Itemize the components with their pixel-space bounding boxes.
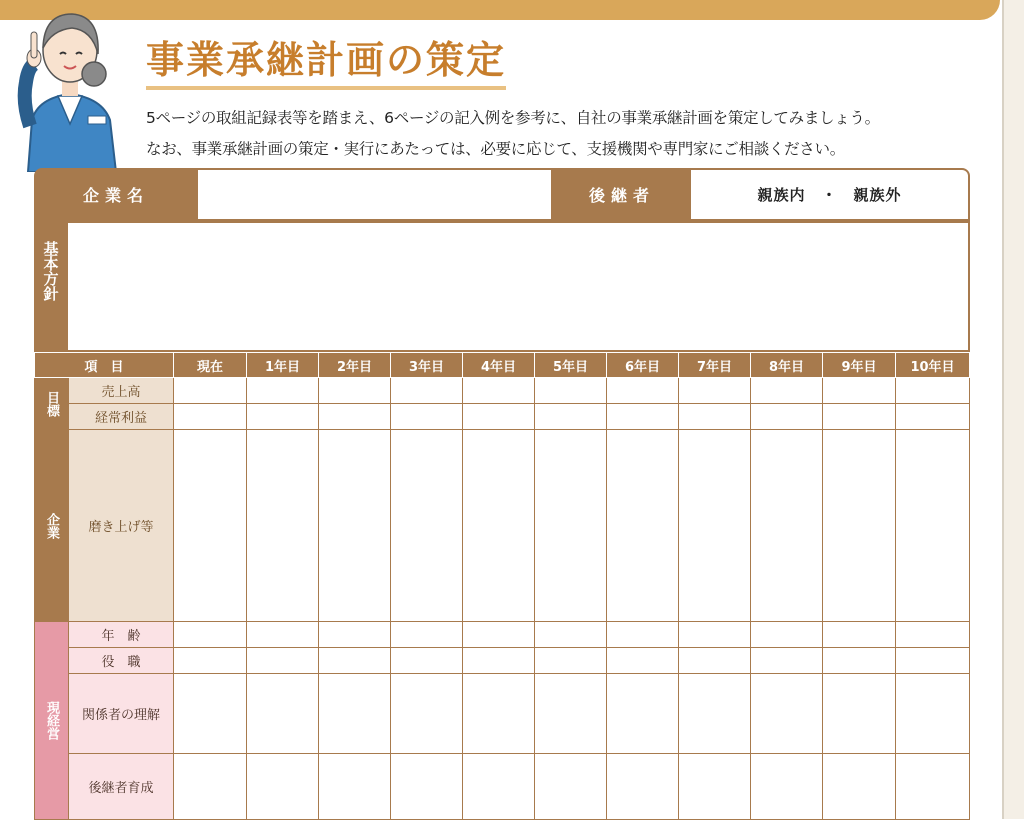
current-management-section-label: 現経営 [35, 622, 69, 820]
input-cell[interactable] [174, 404, 247, 430]
input-cell[interactable] [679, 622, 751, 648]
table-row [35, 648, 970, 674]
year-header: 8年目 [751, 353, 823, 378]
input-cell[interactable] [319, 378, 391, 404]
input-cell[interactable] [174, 674, 247, 754]
input-cell[interactable] [896, 622, 970, 648]
row-label-sales: 売上高 [69, 378, 174, 404]
consultant-illustration [8, 2, 138, 172]
input-cell[interactable] [174, 648, 247, 674]
row-label-ordinary-profit: 経常利益 [69, 404, 174, 430]
input-cell[interactable] [174, 622, 247, 648]
page-title: 事業承継計画の策定 [146, 36, 506, 90]
input-cell[interactable] [679, 430, 751, 622]
input-cell[interactable] [319, 404, 391, 430]
year-header: 3年目 [391, 353, 463, 378]
year-header: 7年目 [679, 353, 751, 378]
input-cell[interactable] [679, 674, 751, 754]
input-cell[interactable] [463, 404, 535, 430]
year-header: 現在 [174, 353, 247, 378]
input-cell[interactable] [896, 430, 970, 622]
right-scrollbar[interactable] [1002, 0, 1024, 819]
input-cell[interactable] [391, 430, 463, 622]
row-label-polishing: 磨き上げ等 [69, 430, 174, 622]
input-cell[interactable] [319, 648, 391, 674]
table-row [35, 622, 970, 648]
input-cell[interactable] [823, 378, 896, 404]
row-label-stakeholder-understanding: 関係者の理解 [69, 674, 174, 754]
input-cell[interactable] [896, 378, 970, 404]
input-cell[interactable] [751, 378, 823, 404]
input-cell[interactable] [247, 754, 319, 820]
input-cell[interactable] [535, 378, 607, 404]
year-header: 5年目 [535, 353, 607, 378]
input-cell[interactable] [463, 648, 535, 674]
input-cell[interactable] [391, 622, 463, 648]
input-cell[interactable] [535, 404, 607, 430]
input-cell[interactable] [463, 430, 535, 622]
row-label-age: 年 齢 [69, 622, 174, 648]
plan-table [34, 352, 970, 820]
input-cell[interactable] [247, 430, 319, 622]
input-cell[interactable] [247, 404, 319, 430]
input-cell[interactable] [319, 674, 391, 754]
input-cell[interactable] [823, 754, 896, 820]
input-cell[interactable] [823, 674, 896, 754]
year-header: 2年目 [319, 353, 391, 378]
input-cell[interactable] [607, 674, 679, 754]
input-cell[interactable] [607, 622, 679, 648]
input-cell[interactable] [535, 622, 607, 648]
input-cell[interactable] [391, 378, 463, 404]
input-cell[interactable] [751, 622, 823, 648]
intro-line-1: 5ページの取組記録表等を踏まえ、6ページの記入例を参考に、自社の事業承継計画を策定してみましょう。 [146, 109, 880, 127]
input-cell[interactable] [896, 648, 970, 674]
top-decorative-band [0, 0, 1000, 20]
input-cell[interactable] [679, 648, 751, 674]
input-cell[interactable] [319, 622, 391, 648]
input-cell[interactable] [463, 378, 535, 404]
input-cell[interactable] [607, 378, 679, 404]
input-cell[interactable] [535, 430, 607, 622]
table-row [35, 674, 970, 754]
input-cell[interactable] [247, 378, 319, 404]
input-cell[interactable] [463, 754, 535, 820]
input-cell[interactable] [751, 674, 823, 754]
year-header: 9年目 [823, 353, 896, 378]
input-cell[interactable] [896, 674, 970, 754]
input-cell[interactable] [751, 754, 823, 820]
input-cell[interactable] [535, 754, 607, 820]
row-label-successor-training: 後継者育成 [69, 754, 174, 820]
basic-policy-label: 基本方針 [34, 221, 68, 352]
year-header: 6年目 [607, 353, 679, 378]
input-cell[interactable] [607, 404, 679, 430]
input-cell[interactable] [679, 754, 751, 820]
input-cell[interactable] [319, 754, 391, 820]
company-section-label: 企業 [35, 430, 69, 622]
targets-section-label: 目標 [35, 378, 69, 430]
input-cell[interactable] [463, 622, 535, 648]
input-cell[interactable] [751, 404, 823, 430]
intro-line-2: なお、事業承継計画の策定・実行にあたっては、必要に応じて、支援機関や専門家にご相談ください。 [146, 140, 845, 158]
input-cell[interactable] [463, 674, 535, 754]
successor-label: 後継者 [553, 168, 691, 221]
input-cell[interactable] [174, 378, 247, 404]
input-cell[interactable] [247, 622, 319, 648]
input-cell[interactable] [391, 648, 463, 674]
input-cell[interactable] [607, 648, 679, 674]
header-row [35, 353, 970, 378]
table-row [35, 430, 970, 622]
input-cell[interactable] [391, 754, 463, 820]
input-cell[interactable] [823, 648, 896, 674]
year-header: 4年目 [463, 353, 535, 378]
input-cell[interactable] [247, 674, 319, 754]
succession-plan-form [34, 168, 970, 818]
input-cell[interactable] [607, 430, 679, 622]
input-cell[interactable] [823, 622, 896, 648]
company-name-label: 企業名 [34, 168, 198, 221]
input-cell[interactable] [247, 648, 319, 674]
input-cell[interactable] [174, 430, 247, 622]
input-cell[interactable] [679, 378, 751, 404]
year-header: 10年目 [896, 353, 970, 378]
input-cell[interactable] [751, 648, 823, 674]
input-cell[interactable] [535, 674, 607, 754]
row-label-position: 役 職 [69, 648, 174, 674]
table-row [35, 378, 970, 404]
input-cell[interactable] [751, 430, 823, 622]
input-cell[interactable] [896, 754, 970, 820]
input-cell[interactable] [319, 430, 391, 622]
year-header: 1年目 [247, 353, 319, 378]
input-cell[interactable] [391, 674, 463, 754]
successor-options[interactable]: 親族内 ・ 親族外 [691, 168, 970, 221]
input-cell[interactable] [391, 404, 463, 430]
input-cell[interactable] [823, 404, 896, 430]
table-row [35, 754, 970, 820]
input-cell[interactable] [896, 404, 970, 430]
input-cell[interactable] [823, 430, 896, 622]
table-row [35, 404, 970, 430]
input-cell[interactable] [535, 648, 607, 674]
basic-policy-field[interactable] [68, 221, 970, 352]
item-header: 項 目 [35, 353, 174, 378]
input-cell[interactable] [607, 754, 679, 820]
input-cell[interactable] [679, 404, 751, 430]
input-cell[interactable] [174, 754, 247, 820]
company-name-field[interactable] [198, 168, 553, 221]
